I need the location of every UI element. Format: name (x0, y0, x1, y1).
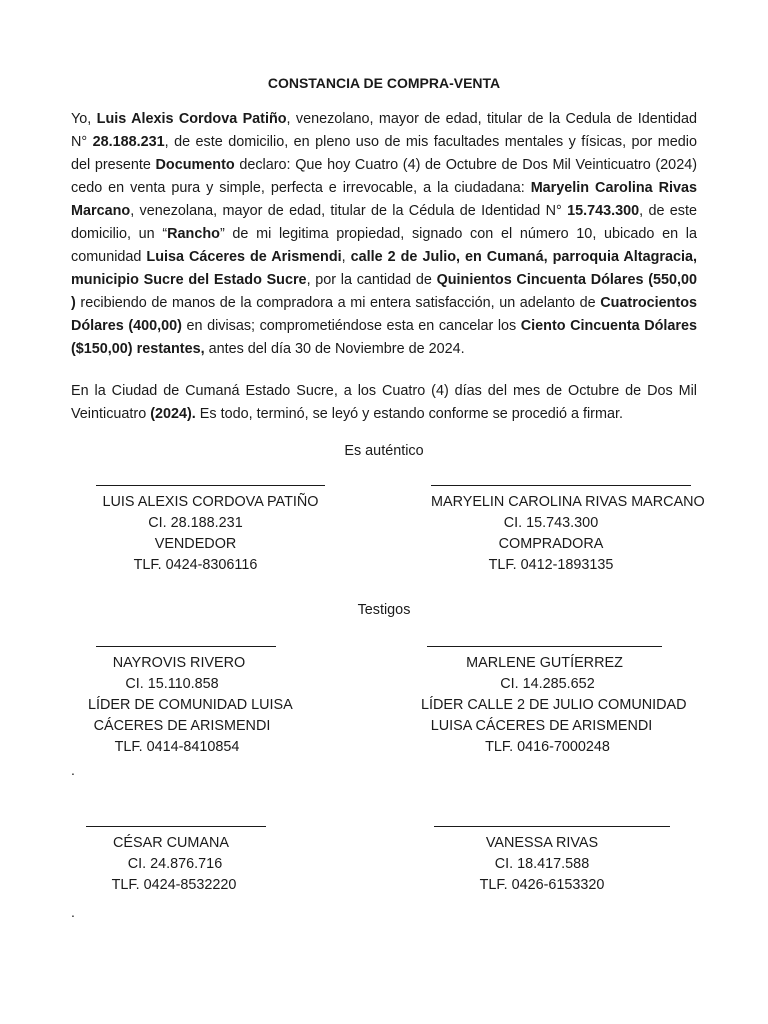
signature-line (427, 646, 662, 647)
buyer-role: COMPRADORA (498, 536, 604, 552)
witness-phone: TLF. 0426-6153320 (479, 877, 605, 893)
bold-text-run: 15.743.300 (567, 203, 640, 219)
witness-name: NAYROVIS RIVERO (112, 655, 246, 671)
witnesses-label: Testigos (357, 602, 411, 618)
closing-paragraph (71, 380, 697, 426)
text-run: recibiendo de manos de la compradora a mi entera satisfacción, un adelanto de (75, 295, 601, 311)
witness-ci: CI. 18.417.588 (494, 856, 590, 872)
text-run: declaro: Que hoy Cuatro (4) de Octubre de Dos Mil Veinticuatro (2024) cedo en venta pura y simple, perfecta e irrevocable, a la ciudadana: (71, 157, 697, 196)
signature-line (96, 485, 325, 486)
text-run: En la Ciudad de Cumaná Estado Sucre, a los Cuatro (4) días del mes de Octubre de Dos Mil Veinticuatro (71, 383, 697, 422)
text-run: , de este domicilio, un “ (71, 203, 697, 242)
bold-text-run: 28.188.231 (92, 134, 165, 150)
seller-name: LUIS ALEXIS CORDOVA PATIÑO (102, 494, 319, 510)
witness-name: MARLENE GUTÍERREZ (466, 655, 623, 671)
seller-signature-block (96, 485, 325, 576)
signature-line (96, 646, 276, 647)
bold-text-run: Cuatrocientos Dólares (400,00) (71, 295, 697, 334)
witness-signature-block (434, 826, 670, 896)
bold-text-run: Quinientos Cincuenta Dólares (550,00 ) (71, 272, 698, 311)
signature-line (86, 826, 266, 827)
witness-signature-block (86, 826, 266, 896)
witness-role: LÍDER CALLE 2 DE JULIO COMUNIDAD (421, 697, 687, 713)
text-run: , de este domicilio, en pleno uso de mis facultades mentales y físicas, por medio del presente (71, 134, 697, 173)
witness-signature-block (421, 646, 687, 758)
text-run: antes del día 30 de Noviembre de 2024. (204, 341, 465, 357)
text-run: en divisas; comprometiéndose esta en cancelar los (181, 318, 521, 334)
witness-phone: TLF. 0414-8410854 (114, 739, 240, 755)
buyer-name: MARYELIN CAROLINA RIVAS MARCANO (431, 494, 705, 510)
bold-text-run: Maryelin Carolina Rivas Marcano (71, 180, 697, 219)
witness-role: CÁCERES DE ARISMENDI (93, 718, 271, 734)
declaration-paragraph (71, 108, 697, 361)
authentic-label: Es auténtico (344, 443, 424, 459)
text-run: , (341, 249, 351, 265)
bold-text-run: (2024). (150, 406, 196, 422)
bold-text-run: Luis Alexis Cordova Patiño (96, 111, 287, 127)
witness-phone: TLF. 0424-8532220 (111, 877, 237, 893)
witness-ci: CI. 15.110.858 (125, 676, 219, 692)
text-run: Yo, (71, 111, 97, 127)
seller-ci: CI. 28.188.231 (148, 515, 243, 531)
bold-text-run: Luisa Cáceres de Arismendi (146, 249, 342, 265)
signature-line (434, 826, 670, 827)
witness-signature-block (88, 646, 293, 758)
witness-name: VANESSA RIVAS (485, 835, 599, 851)
separator-dot: . (71, 904, 75, 920)
document-title: CONSTANCIA DE COMPRA-VENTA (267, 75, 501, 91)
bold-text-run: Documento (155, 157, 235, 173)
witness-role: LÍDER DE COMUNIDAD LUISA (88, 697, 293, 713)
buyer-phone: TLF. 0412-1893135 (488, 557, 614, 573)
text-run: , venezolano, mayor de edad, titular de la Cedula de Identidad N° (71, 111, 698, 150)
text-run: , por la cantidad de (306, 272, 437, 288)
witness-ci: CI. 14.285.652 (500, 676, 595, 692)
witness-role: LUISA CÁCERES DE ARISMENDI (430, 718, 653, 734)
signature-line (431, 485, 691, 486)
bold-text-run: Ciento Cincuenta Dólares ($150,00) restantes, (71, 318, 697, 357)
witness-ci: CI. 24.876.716 (127, 856, 223, 872)
bold-text-run: calle 2 de Julio, en Cumaná, parroquia Altagracia, municipio Sucre del Estado Sucre (71, 249, 697, 288)
text-run: ” de mi legitima propiedad, signado con el número 10, ubicado en la comunidad (71, 226, 697, 265)
seller-role: VENDEDOR (154, 536, 237, 552)
text-run: Es todo, terminó, se leyó y estando conforme se procedió a firmar. (195, 406, 623, 422)
buyer-ci: CI. 15.743.300 (503, 515, 599, 531)
witness-phone: TLF. 0416-7000248 (485, 739, 610, 755)
buyer-signature-block (431, 485, 705, 576)
bold-text-run: Rancho (167, 226, 220, 242)
seller-phone: TLF. 0424-8306116 (133, 557, 258, 573)
separator-dot: . (71, 762, 75, 778)
text-run: , venezolana, mayor de edad, titular de la Cédula de Identidad N° (130, 203, 568, 219)
witness-name: CÉSAR CUMANA (113, 835, 229, 851)
